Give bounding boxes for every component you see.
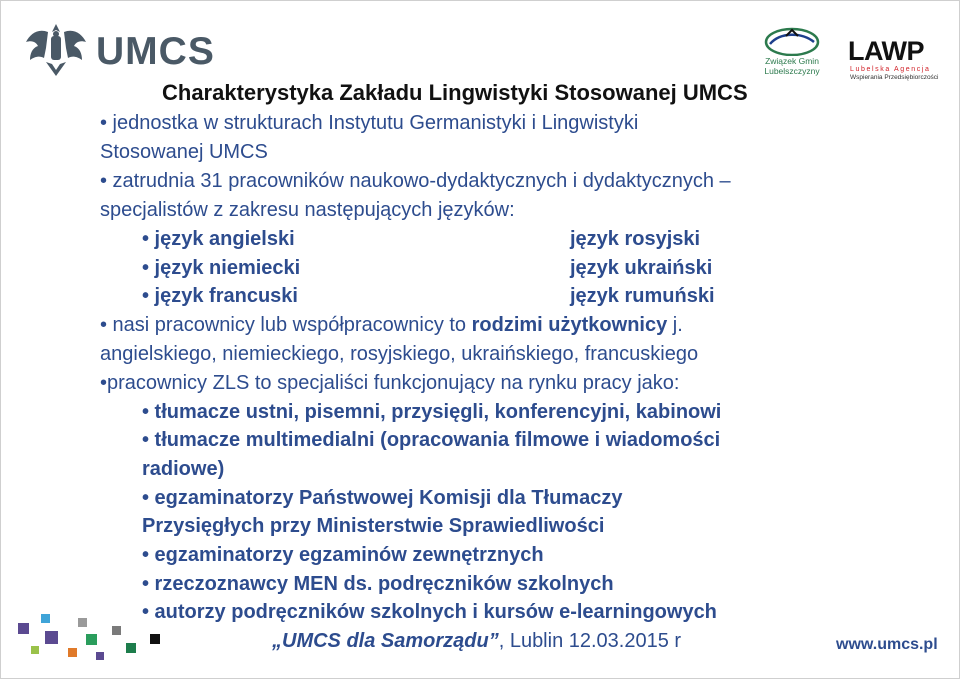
role-item: • tłumacze ustni, pisemni, przysięgli, konferencyjni, kabinowi — [142, 401, 722, 423]
role-item: • rzeczoznawcy MEN ds. podręczników szkolnych — [142, 573, 614, 595]
role-item: • tłumacze multimedialni (opracowania filmowe i wiadomości — [142, 429, 721, 451]
slide-title: Charakterystyka Zakładu Lingwistyki Stosowanej UMCS — [162, 80, 748, 105]
bullet-staff-line2: specjalistów z zakresu następujących języków: — [100, 199, 515, 221]
native-speakers-emphasis: rodzimi użytkownicy — [471, 314, 668, 336]
bullet-unit-line2: Stosowanej UMCS — [100, 141, 268, 163]
native-text-a: • nasi pracownicy lub współpracownicy to — [100, 314, 472, 336]
bullet-unit-line1: • jednostka w strukturach Instytutu Germanistyki i Lingwistyki — [100, 112, 639, 134]
role-item-continued: Przysięgłych przy Ministerstwie Sprawiedliwości — [142, 515, 605, 537]
footer-url-link[interactable]: www.umcs.pl — [836, 636, 938, 653]
language-item: język rumuński — [570, 285, 715, 307]
language-item: język ukraiński — [570, 257, 713, 279]
zgl-text-line2: Lubelszczyzny — [764, 66, 820, 76]
role-item-continued: radiowe) — [142, 458, 225, 480]
umcs-logo-text: UMCS — [96, 30, 215, 73]
zgl-emblem-icon — [752, 26, 832, 56]
role-item: • autorzy podręczników szkolnych i kursów e-learningowych — [142, 601, 717, 623]
role-item: • egzaminatorzy Państwowej Komisji dla Tłumaczy — [142, 487, 623, 509]
role-item: • egzaminatorzy egzaminów zewnętrznych — [142, 544, 544, 566]
zgl-logo — [752, 26, 832, 84]
footer-squares-icon — [0, 0, 200, 679]
bullet-native-line2: angielskiego, niemieckiego, rosyjskiego, ukraińskiego, francuskiego — [100, 343, 699, 365]
footer-event-name: „UMCS dla Samorządu” — [272, 630, 499, 652]
lawp-logo-text: LAWP — [848, 36, 924, 66]
lawp-logo — [848, 36, 939, 81]
bullet-roles-intro: •pracownicy ZLS to specjaliści funkcjonujący na rynku pracy jako: — [100, 372, 680, 394]
lawp-subtitle-2: Wspierania Przedsiębiorczości — [850, 74, 939, 81]
language-item: • język francuski — [142, 285, 298, 307]
footer-place-date: , Lublin 12.03.2015 r — [498, 630, 682, 652]
lawp-subtitle: Lubelska Agencja — [850, 66, 931, 73]
footer-event — [272, 630, 681, 653]
language-item: • język angielski — [142, 228, 295, 250]
native-text-c: j. — [667, 314, 683, 336]
language-item: • język niemiecki — [142, 257, 301, 279]
bullet-staff-line1: • zatrudnia 31 pracowników naukowo-dydaktycznych i dydaktycznych – — [100, 170, 731, 192]
language-item: język rosyjski — [570, 228, 701, 250]
zgl-text-line1: Związek Gmin — [765, 56, 819, 66]
